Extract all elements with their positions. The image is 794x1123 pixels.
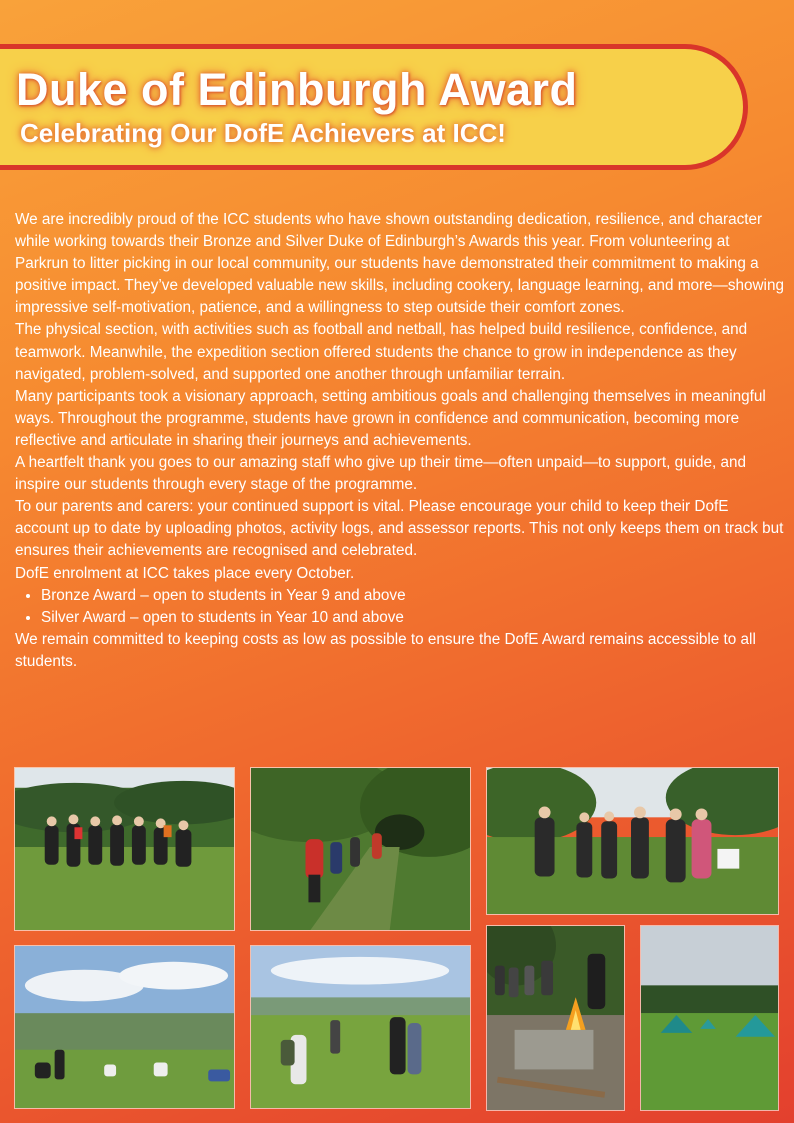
- paragraph-physical: The physical section, with activities such as football and netball, has helped build resilience, confidence, and teamwork. Meanwhile, the expedition section offered students the chance to grow in independence as they navigated, problem-solved, and supported one another through unfamiliar terrain.: [15, 321, 748, 383]
- photo-campfire: [486, 925, 625, 1111]
- photo-hikers-path: [250, 767, 471, 931]
- photo-walkers-hillside: [250, 945, 471, 1109]
- article-body: [15, 209, 785, 673]
- paragraph-visionary: Many participants took a visionary approach, setting ambitious goals and challenging themselves in meaningful ways. Throughout the programme, students have grown in confidence and communication, becoming more reflective and articulate in sharing their journeys and achievements.: [15, 387, 766, 449]
- award-silver: • Silver Award – open to students in Year 10 and above: [41, 607, 785, 629]
- paragraph-closing: We remain committed to keeping costs as low as possible to ensure the DofE Award remains accessible to all students.: [15, 630, 756, 670]
- paragraph-thanks: A heartfelt thank you goes to our amazing staff who give up their time—often unpaid—to support, guide, and inspire our students through every stage of the programme.: [15, 454, 747, 494]
- photo-tents: [640, 925, 779, 1111]
- award-list: [15, 585, 785, 629]
- photo-group-staff: [486, 767, 779, 915]
- page-title: Duke of Edinburgh Award: [16, 64, 578, 115]
- photo-hill-view: [14, 945, 235, 1109]
- paragraph-parents: To our parents and carers: your continued support is vital. Please encourage your child to keep their DofE account up to date by uploading photos, activity logs, and assessor reports. This not only keeps them on track but ensures their achievements are recognised and celebrated.: [15, 498, 784, 560]
- paragraph-enrolment: DofE enrolment at ICC takes place every October.: [15, 564, 355, 582]
- page-subtitle: Celebrating Our DofE Achievers at ICC!: [20, 118, 506, 148]
- photo-group-hill: [14, 767, 235, 931]
- paragraph-intro: We are incredibly proud of the ICC students who have shown outstanding dedication, resilience, and character while working towards their Bronze and Silver Duke of Edinburgh’s Awards this year. From volunteering at Parkrun to litter picking in our local community, our students have demonstrated their commitment to making a positive impact. They’ve developed valuable new skills, including cookery, language learning, and more—showing impressive self-motivation, patience, and a willingness to step outside their comfort zones.: [15, 211, 784, 317]
- award-bronze: • Bronze Award – open to students in Year 9 and above: [41, 585, 785, 607]
